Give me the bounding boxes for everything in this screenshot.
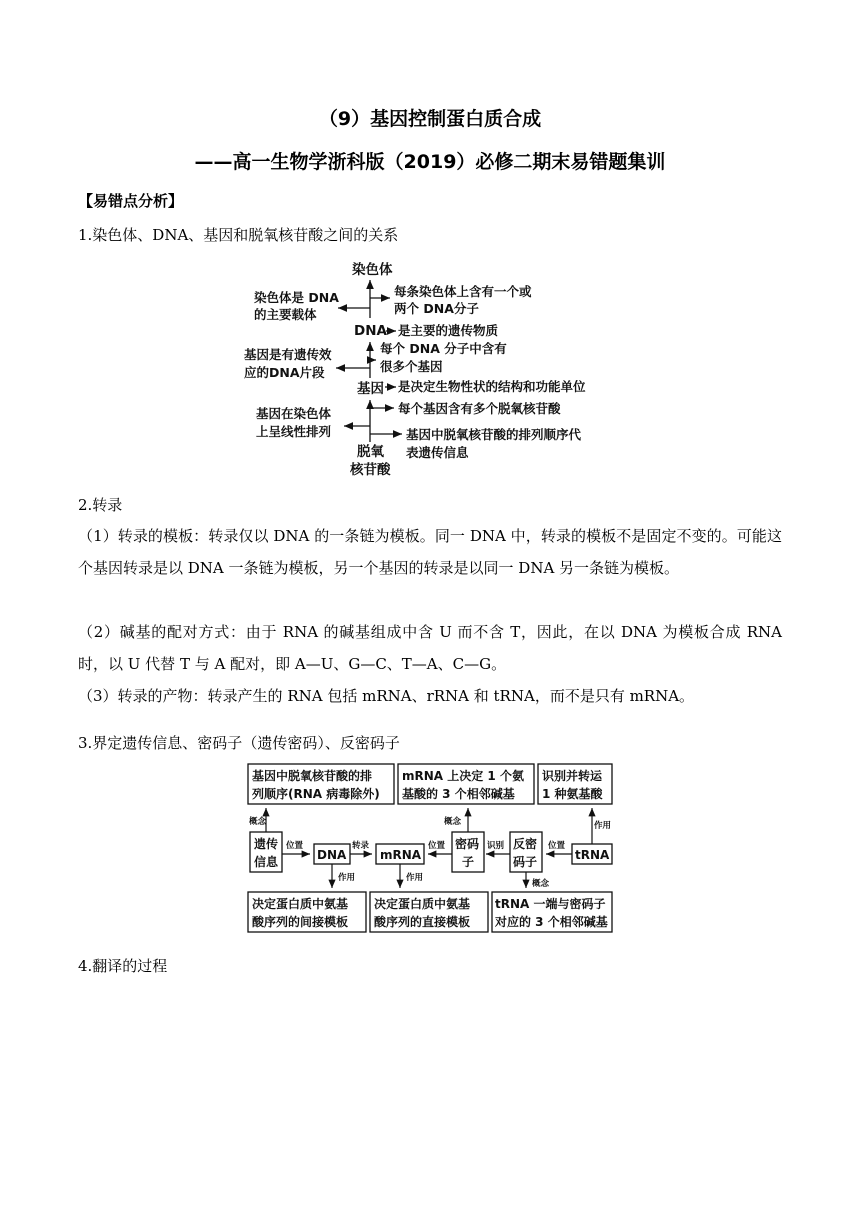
arrow-label-function2: 作用 — [338, 873, 356, 883]
arrow-label-position3: 位置 — [548, 841, 566, 851]
box-top3b: 1 种氨基酸 — [542, 787, 603, 801]
arrow-label-transcribe: 转录 — [352, 841, 370, 851]
arrow-label-function3: 作用 — [406, 873, 424, 883]
label-left2a: 基因是有遗传效 — [244, 347, 332, 362]
arrow-label-position1: 位置 — [286, 841, 304, 851]
label-left2b: 应的DNA片段 — [244, 365, 325, 380]
arrow-label-concept2: 概念 — [444, 817, 462, 827]
figure-genetic-info-codon — [246, 762, 616, 934]
section-header: 【易错点分析】 — [78, 192, 184, 210]
box-top2a: mRNA 上决定 1 个氨 — [402, 769, 524, 783]
item2-paragraph2: （2）碱基的配对方式：由于 RNA 的碱基组成中含 U 而不含 T，因此，在以 DNA 为模板合成 RNA 时，以 U 代替 T 与 A 配对，即 A—U、G—C、T—A、C—G。 — [78, 623, 782, 673]
label-right3b: 很多个基因 — [380, 359, 443, 374]
box-bot2a: 决定蛋白质中氨基 — [374, 897, 471, 911]
box-top1a: 基因中脱氧核苷酸的排 — [252, 769, 373, 783]
label-right2: 是主要的遗传物质 — [398, 323, 499, 338]
arrow-label-concept1: 概念 — [249, 817, 267, 827]
node-nucleotide-b: 核苷酸 — [350, 462, 391, 478]
label-left3b: 上呈线性排列 — [256, 424, 332, 439]
box-mid1a: 遗传 — [254, 837, 279, 851]
item1-heading: 1.染色体、DNA、基因和脱氧核苷酸之间的关系 — [78, 226, 399, 244]
item3-heading: 3.界定遗传信息、密码子（遗传密码）、反密码子 — [78, 734, 400, 752]
arrow-label-function1: 作用 — [594, 821, 612, 831]
label-left1b: 的主要载体 — [254, 307, 317, 322]
box-top1b: 列顺序(RNA 病毒除外) — [252, 787, 380, 801]
label-right6b: 表遗传信息 — [406, 445, 469, 460]
label-right1a: 每条染色体上含有一个或 — [394, 284, 532, 299]
node-nucleotide-a: 脱氧 — [357, 444, 384, 460]
label-right1b: 两个 DNA分子 — [394, 301, 479, 316]
box-bot1a: 决定蛋白质中氨基 — [252, 897, 349, 911]
box-top3a: 识别并转运 — [542, 769, 603, 783]
arrow-label-concept3: 概念 — [532, 879, 550, 889]
label-right6a: 基因中脱氧核苷酸的排列顺序代 — [406, 427, 582, 442]
item2-heading: 2.转录 — [78, 496, 123, 514]
box-mid1b: 信息 — [254, 855, 279, 869]
item4-heading: 4.翻译的过程 — [78, 957, 168, 975]
figure-chromosome-dna-gene — [240, 258, 624, 480]
label-left1a: 染色体是 DNA — [254, 290, 339, 305]
box-top2b: 基酸的 3 个相邻碱基 — [402, 787, 515, 801]
label-left3a: 基因在染色体 — [256, 406, 332, 421]
box-mid3b: 子 — [462, 855, 475, 869]
box-mid4b: 码子 — [513, 855, 538, 869]
node-chromosome: 染色体 — [352, 262, 393, 278]
box-bot3b: 对应的 3 个相邻碱基 — [495, 915, 608, 929]
box-bot3a: tRNA 一端与密码子 — [495, 897, 606, 911]
label-right3a: 每个 DNA 分子中含有 — [380, 341, 507, 356]
label-right5: 每个基因含有多个脱氧核苷酸 — [398, 401, 561, 416]
box-mrna: mRNA — [380, 848, 422, 862]
box-mid4a: 反密 — [513, 837, 538, 851]
page-subtitle: ——高一生物学浙科版（2019）必修二期末易错题集训 — [194, 151, 666, 173]
item2-paragraph1: （1）转录的模板：转录仅以 DNA 的一条链为模板。同一 DNA 中，转录的模板不是固定不变的。可能这个基因转录是以 DNA 一条链为模板，另一个基因的转录是以同一 DNA 另一条链为模板。 — [78, 527, 782, 577]
arrow-label-recognize: 识别 — [487, 841, 505, 851]
box-mid3a: 密码 — [455, 837, 480, 851]
box-bot2b: 酸序列的直接模板 — [374, 915, 471, 929]
item2-paragraph3: （3）转录的产物：转录产生的 RNA 包括 mRNA、rRNA 和 tRNA，而不是只有 mRNA。 — [78, 687, 695, 705]
node-gene: 基因 — [357, 381, 384, 397]
box-trna: tRNA — [575, 848, 610, 862]
label-right4: 是决定生物性状的结构和功能单位 — [398, 379, 586, 394]
node-dna: DNA — [354, 323, 387, 339]
box-dna: DNA — [317, 848, 347, 862]
box-bot1b: 酸序列的间接模板 — [252, 915, 349, 929]
page-title: （9）基因控制蛋白质合成 — [318, 108, 542, 130]
arrow-label-position2: 位置 — [428, 841, 446, 851]
